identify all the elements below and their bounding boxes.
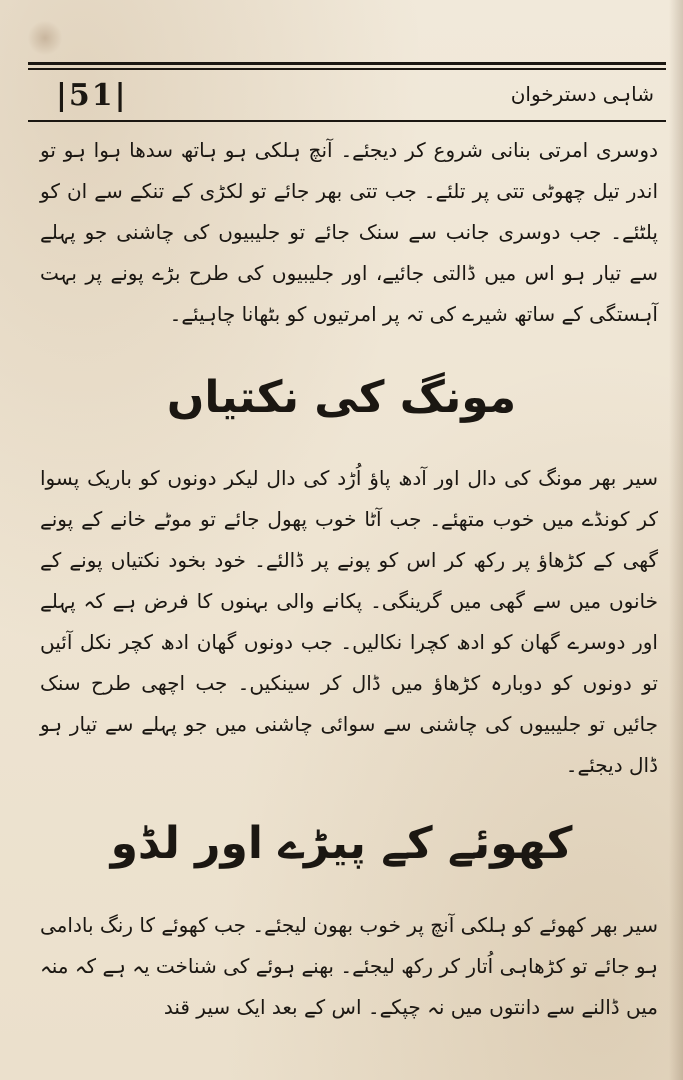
khoye-heading: کھوئے کے پیڑے اور لڈو	[110, 818, 573, 869]
khoye-paragraph: سیر بھر کھوئے کو ہلکی آنچ پر خوب بھون لیجئے۔ جب کھوئے کا رنگ بادامی ہو جائے تو کڑھاہی اُتار کر رکھ لیجئے۔ بھنے ہوئے کی شناخت یہ ہے کہ منہ میں ڈالنے سے دانتوں میں نہ چپکے۔ اس کے بعد ایک سیر قند	[40, 913, 658, 1019]
header-rule-bottom	[28, 120, 666, 122]
running-title: شاہی دسترخوان	[510, 82, 654, 106]
page-header	[34, 76, 660, 118]
ink-smudge	[28, 20, 62, 56]
intro-paragraph: دوسری امرتی بنانی شروع کر دیجئے۔ آنچ ہلکی ہو ہاتھ سدھا ہوا ہو تو اندر تیل چھوٹی تتی پر تلئے۔ جب تتی بھر جائے تو لکڑی کے تنکے سے ان کو پلٹئے۔ جب دوسری جانب سے سنک جائے تو جلیبیوں کی چاشنی جو پہلے سے تیار ہو اس میں ڈالتی جائیے، اور جلیبیوں کی طرح بڑے پونے پر بہت آہستگی کے ساتھ شیرے کی تہ پر امرتیوں کو بٹھانا چاہیئے۔	[40, 138, 658, 326]
page-number: |51|	[56, 78, 128, 113]
page-edge-shadow	[669, 0, 683, 1080]
moong-paragraph: سیر بھر مونگ کی دال اور آدھ پاؤ اُڑد کی دال لیکر دونوں کو باریک پسوا کر کونڈے میں خوب متھئے۔ جب آٹا خوب پھول جائے تو موٹے خانے کے پونے گھی کے کڑھاؤ پر رکھ کر اس کو پونے پر ڈالئے۔ خود بخود نکتیاں پونے کے خانوں میں سے گھی میں گرینگی۔ پکانے والی بہنوں کا فرض ہے کہ پہلے اور دوسرے گھان کو ادھ کچرا نکالیں۔ جب دونوں گھان ادھ کچر نکل آئیں تو دونوں کو دوبارہ کڑھاؤ میں ڈال کر سینکیں۔ جب اچھی طرح سنک جائیں تو جلیبیوں کی چاشنی سے سوائی چاشنی میں جو پہلے سے تیار ہو ڈال دیجئے۔	[40, 466, 658, 777]
header-rule-thick	[28, 62, 666, 65]
moong-heading: مونگ کی نکتیاں	[166, 372, 517, 423]
header-rule-thin	[28, 68, 666, 70]
